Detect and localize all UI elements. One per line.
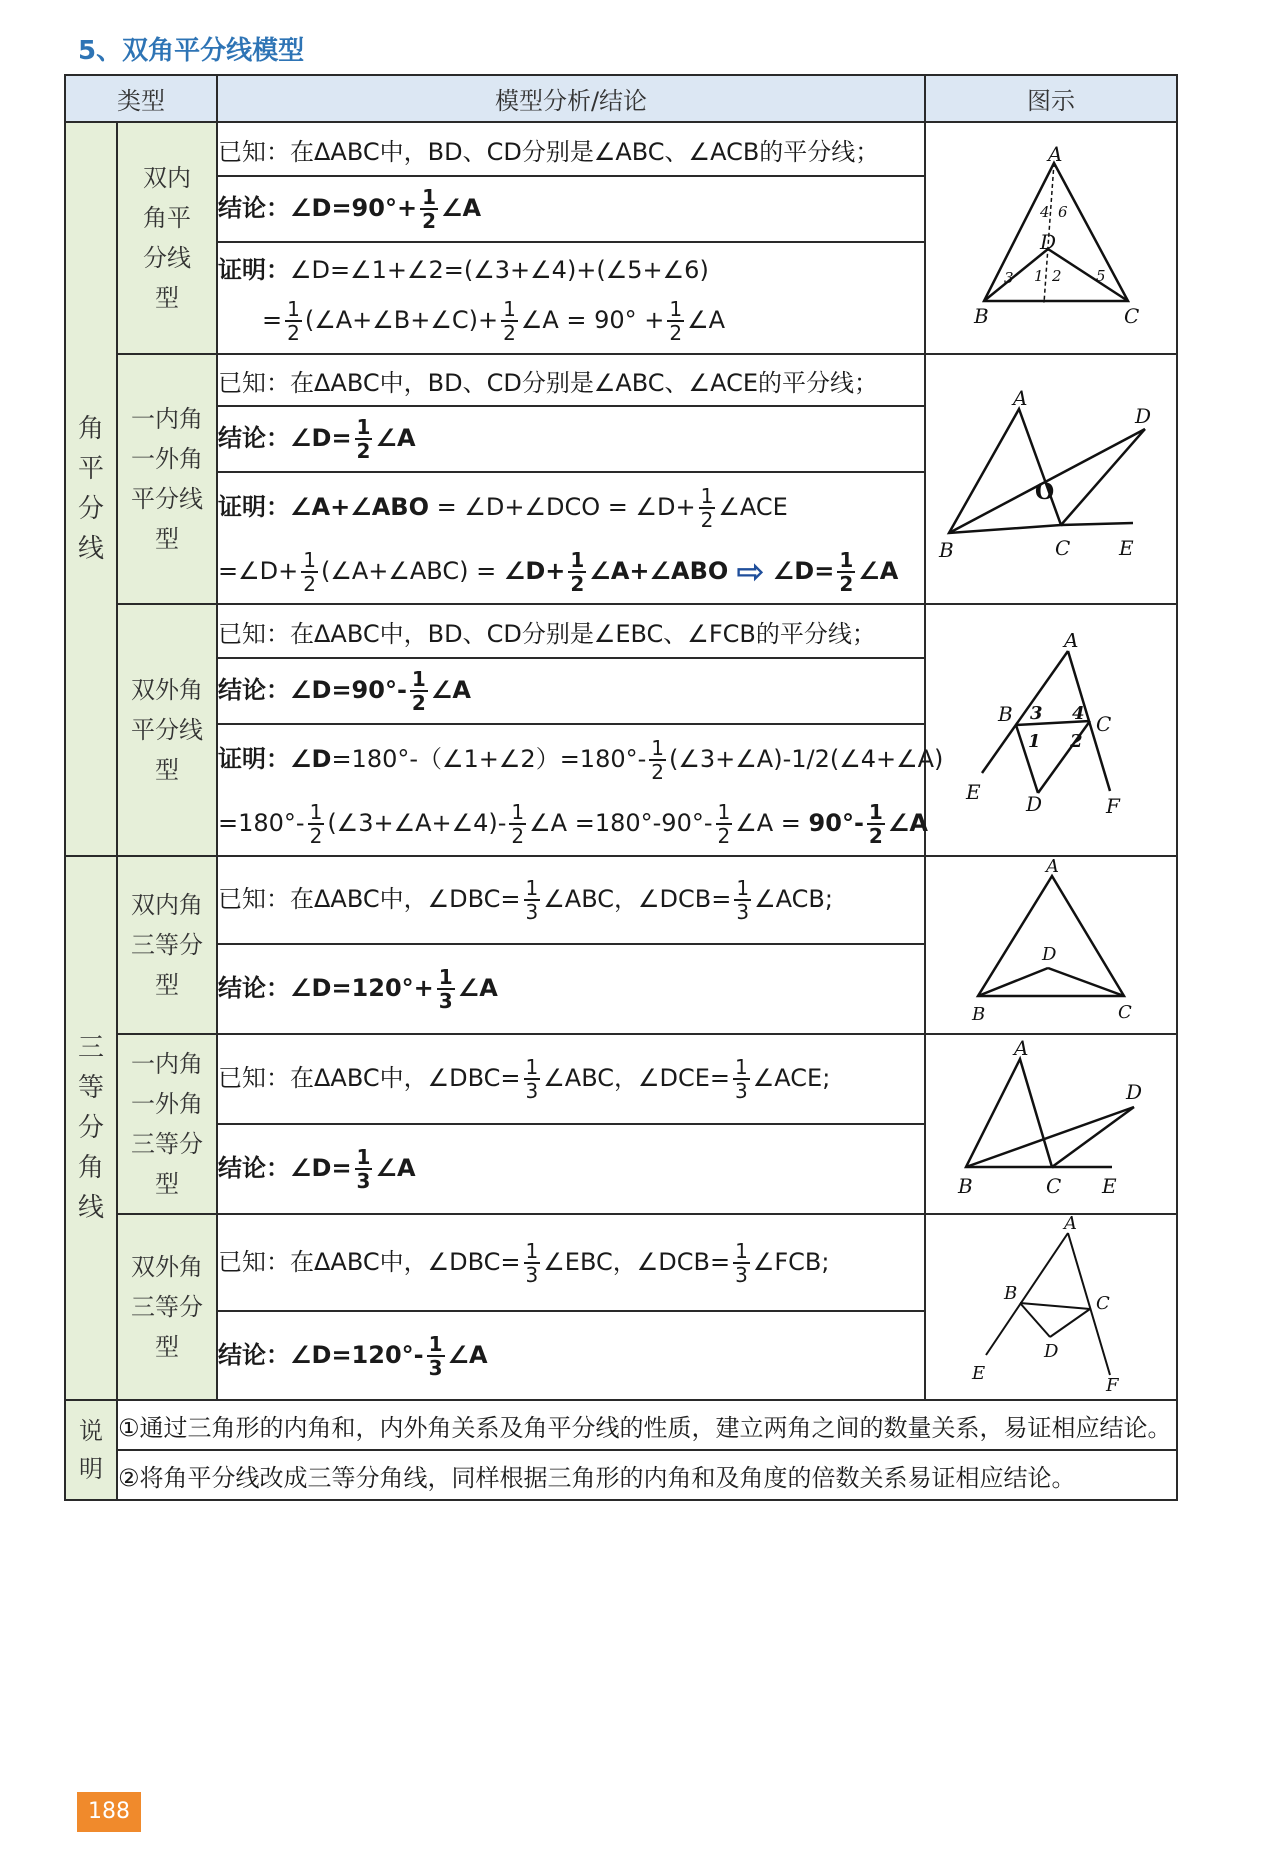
svg-text:D: D	[1135, 404, 1152, 428]
svg-text:E: E	[966, 780, 981, 804]
svg-text:C: C	[1055, 536, 1071, 560]
table-header-row	[65, 75, 1177, 122]
figure-interior-exterior-trisector	[946, 1037, 1156, 1207]
header-analysis: 模型分析/结论	[217, 75, 925, 122]
svg-text:1: 1	[1028, 731, 1041, 752]
given-r1: 已知：在ΔABC中，BD、CD分别是∠ABC、∠ACB的平分线；	[217, 122, 925, 176]
category-note: 说明	[65, 1400, 117, 1500]
category-bisector: 角平分线	[65, 122, 117, 856]
figure-r4	[925, 856, 1177, 1034]
given-r2: 已知：在ΔABC中，BD、CD分别是∠ABC、∠ACE的平分线；	[217, 354, 925, 406]
svg-text:B: B	[958, 1174, 973, 1198]
svg-text:C: C	[1096, 1293, 1110, 1314]
model-table	[64, 74, 1178, 1501]
svg-text:D: D	[1040, 230, 1057, 254]
type-label-r2: 一内角一外角平分线型	[117, 354, 217, 604]
svg-text:A: A	[1064, 633, 1079, 652]
svg-text:E: E	[1119, 536, 1134, 560]
page-number-badge: 188	[77, 1792, 141, 1832]
svg-text:B: B	[939, 538, 954, 562]
conclusion-r2: 结论：∠D= $\frac{1}{2}$ ∠A	[217, 406, 925, 472]
note-2: ②将角平分线改成三等分角线，同样根据三角形的内角和及角度的倍数关系易证相应结论。	[117, 1450, 1177, 1500]
given-r6: 已知：在ΔABC中，∠DBC= $\frac{1}{3}$ ∠EBC，∠DCB= $\frac{1}{3}$ ∠FCB;	[217, 1214, 925, 1311]
conclusion-r3: 结论：∠D=90°- $\frac{1}{2}$ ∠A	[217, 658, 925, 724]
table-row	[65, 1034, 1177, 1124]
figure-double-exterior-bisector	[956, 633, 1146, 823]
header-figure: 图示	[925, 75, 1177, 122]
svg-text:4: 4	[1072, 703, 1085, 724]
type-label-r1: 双内角平分线型	[117, 122, 217, 354]
svg-text:A: A	[1048, 142, 1063, 166]
given-r3: 已知：在ΔABC中，BD、CD分别是∠EBC、∠FCB的平分线；	[217, 604, 925, 658]
type-label-r4: 双内角三等分型	[117, 856, 217, 1034]
svg-text:1: 1	[1034, 267, 1044, 285]
table-row	[65, 122, 1177, 176]
figure-double-interior-trisector	[956, 858, 1146, 1028]
type-label-r3: 双外角平分线型	[117, 604, 217, 856]
proof-r2: 证明：∠A+∠ABO = ∠D+∠DCO = ∠D+ $\frac{1}{2}$ ∠ACE =∠D+ $\frac{1}{2}$ (∠A+∠ABC) = ∠D+ $\frac{1}{2}$ ∠A+∠ABO ⇨ ∠D= $\frac{1}{2}$ ∠A	[217, 472, 925, 604]
note-1: ①通过三角形的内角和，内外角关系及角平分线的性质，建立两角之间的数量关系，易证相应结论。	[117, 1400, 1177, 1450]
svg-text:F: F	[1106, 794, 1120, 818]
table-row	[65, 1214, 1177, 1311]
category-trisector: 三等分角线	[65, 856, 117, 1400]
proof-r3: 证明：∠D=180°-（∠1+∠2）=180°- $\frac{1}{2}$ (∠3+∠A)-1/2(∠4+∠A) =180°- $\frac{1}{2}$ (∠3+∠A+∠4)- $\frac{1}{2}$ ∠A =180°-90°- $\frac{1}{2}$ ∠A = 90°- $\frac{1}{2}$ ∠A	[217, 724, 925, 856]
figure-r1	[925, 122, 1177, 354]
svg-text:A: A	[1046, 858, 1059, 877]
svg-text:F: F	[1106, 1375, 1119, 1395]
conclusion-r4: 结论：∠D=120°+ $\frac{1}{3}$ ∠A	[217, 944, 925, 1034]
svg-text:5: 5	[1096, 267, 1106, 285]
table-row	[65, 354, 1177, 406]
svg-text:6: 6	[1058, 203, 1068, 221]
svg-text:E: E	[972, 1363, 986, 1384]
section-title: 5、双角平分线模型	[78, 36, 305, 66]
type-label-r5: 一内角一外角三等分型	[117, 1034, 217, 1214]
svg-text:2: 2	[1052, 267, 1062, 285]
note-row	[65, 1400, 1177, 1450]
svg-text:2: 2	[1070, 731, 1083, 752]
given-r4: 已知：在ΔABC中，∠DBC= $\frac{1}{3}$ ∠ABC，∠DCB= $\frac{1}{3}$ ∠ACB;	[217, 856, 925, 944]
conclusion-r1: 结论：∠D=90°+ $\frac{1}{2}$ ∠A	[217, 176, 925, 242]
figure-r3	[925, 604, 1177, 856]
svg-text:B: B	[998, 702, 1013, 726]
svg-text:B: B	[1004, 1283, 1018, 1304]
svg-text:3: 3	[1004, 269, 1014, 287]
svg-text:E: E	[1102, 1174, 1117, 1198]
figure-interior-exterior-bisector	[935, 387, 1167, 567]
svg-text:C: C	[1096, 712, 1112, 736]
svg-text:4: 4	[1040, 203, 1050, 221]
figure-r5	[925, 1034, 1177, 1214]
implies-arrow-icon: ⇨	[736, 552, 765, 592]
svg-text:B: B	[972, 1004, 986, 1025]
svg-text:O: O	[1035, 479, 1055, 505]
svg-text:C: C	[1118, 1002, 1132, 1023]
svg-text:D: D	[1126, 1080, 1143, 1104]
svg-text:D: D	[1042, 944, 1057, 965]
conclusion-r5: 结论：∠D= $\frac{1}{3}$ ∠A	[217, 1124, 925, 1214]
conclusion-r6: 结论：∠D=120°- $\frac{1}{3}$ ∠A	[217, 1311, 925, 1400]
figure-r2	[925, 354, 1177, 604]
table-row	[65, 604, 1177, 658]
given-r5: 已知：在ΔABC中，∠DBC= $\frac{1}{3}$ ∠ABC，∠DCE= $\frac{1}{3}$ ∠ACE;	[217, 1034, 925, 1124]
svg-text:D: D	[1044, 1341, 1059, 1362]
svg-text:3: 3	[1030, 703, 1043, 724]
table-row	[65, 856, 1177, 944]
proof-r1: 证明：∠D=∠1+∠2=(∠3+∠4)+(∠5+∠6) = $\frac{1}{2}$ (∠A+∠B+∠C)+ $\frac{1}{2}$ ∠A = 90° + $\frac{1}{2}$ ∠A	[217, 242, 925, 354]
header-type: 类型	[65, 75, 217, 122]
svg-text:B: B	[974, 304, 989, 328]
figure-r6	[925, 1214, 1177, 1400]
svg-text:A: A	[1014, 1037, 1029, 1060]
svg-text:C: C	[1124, 304, 1140, 328]
figure-double-exterior-trisector	[956, 1215, 1146, 1395]
svg-text:A: A	[1013, 387, 1028, 410]
svg-text:C: C	[1046, 1174, 1062, 1198]
type-label-r6: 双外角三等分型	[117, 1214, 217, 1400]
figure-double-interior-bisector	[956, 141, 1146, 331]
note-row	[65, 1450, 1177, 1500]
svg-text:A: A	[1064, 1215, 1077, 1234]
svg-text:D: D	[1026, 792, 1043, 816]
